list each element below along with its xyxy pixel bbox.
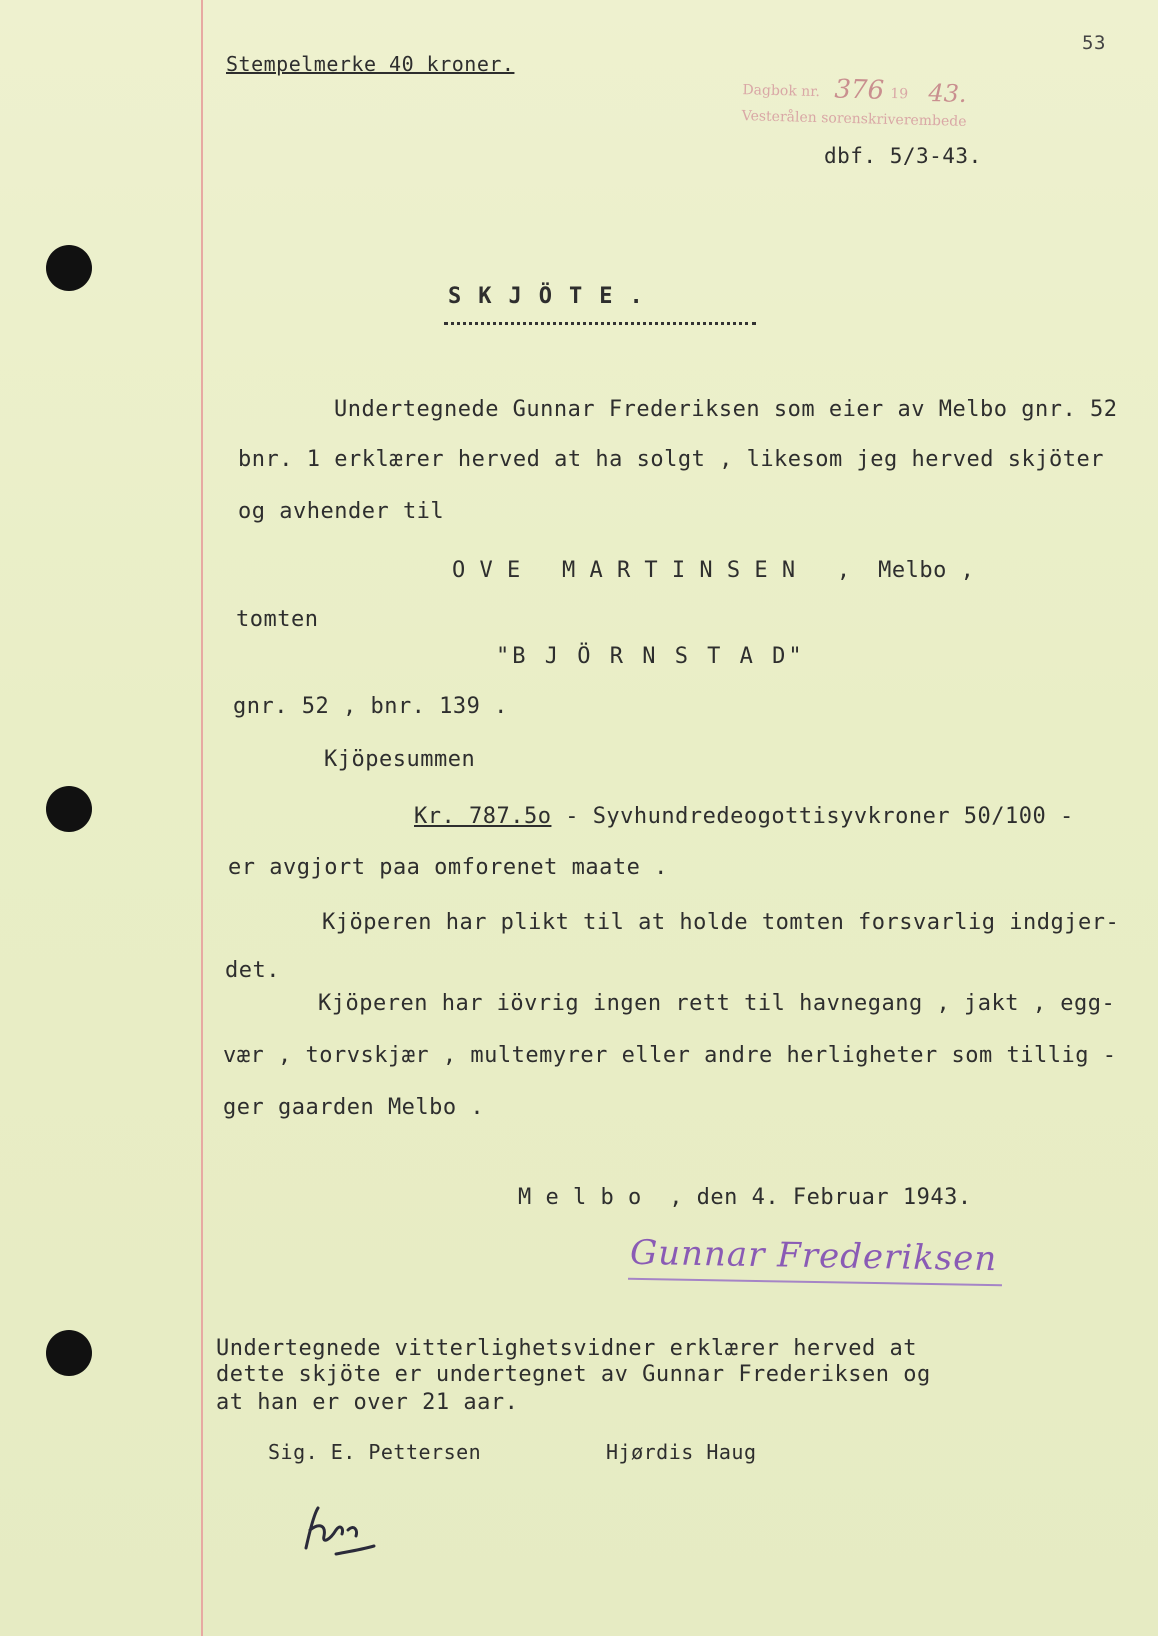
- witness-line: Undertegnede vitterlighetsvidner erklærer herved at: [216, 1336, 918, 1361]
- dagbok-office: Vesterålen sorenskriverembede: [741, 108, 967, 130]
- dagbok-number: 376: [834, 74, 885, 106]
- page-number: 53: [1082, 32, 1106, 54]
- body-line: bnr. 1 erklærer herved at ha solgt , likesom jeg herved skjöter: [238, 447, 1104, 472]
- dagbok-stamp: [741, 76, 1042, 140]
- registration-date: dbf. 5/3-43.: [824, 144, 982, 168]
- body-line: Undertegnede Gunnar Frederiksen som eier av Melbo gnr. 52: [334, 397, 1118, 422]
- punch-hole-middle: [46, 786, 92, 832]
- dagbok-year-suffix: 43.: [928, 78, 967, 108]
- signature-underline: [628, 1278, 1002, 1287]
- witness-signature-1: Sig. E. Pettersen: [268, 1440, 482, 1464]
- punch-hole-top: [46, 245, 92, 291]
- body-line: vær , torvskjær , multemyrer eller andre herligheter som tillig -: [223, 1043, 1117, 1068]
- body-line: Kjöperen har plikt til at holde tomten forsvarlig indgjer-: [322, 910, 1120, 935]
- body-line: Kjöpesummen: [324, 747, 476, 772]
- witness-line: dette skjöte er undertegnet av Gunnar Frederiksen og: [216, 1362, 931, 1387]
- seller-signature: Gunnar Frederiksen: [629, 1232, 998, 1280]
- witness-line: at han er over 21 aar.: [216, 1390, 519, 1415]
- dagbok-year-prefix: 19: [890, 85, 909, 103]
- purchase-amount-line: [414, 804, 1074, 829]
- stamp-duty-header: Stempelmerke 40 kroner.: [226, 52, 515, 76]
- body-line: det.: [225, 958, 280, 983]
- purchase-amount: Kr. 787.5o: [414, 804, 552, 829]
- buyer-name: O V E M A R T I N S E N , Melbo ,: [452, 558, 975, 583]
- property-name: "B J Ö R N S T A D": [496, 644, 805, 669]
- property-gnr: gnr. 52 , bnr. 139 .: [233, 694, 508, 719]
- punch-hole-bottom: [46, 1330, 92, 1376]
- title-underline: [444, 322, 756, 325]
- place-date-line: M e l b o , den 4. Februar 1943.: [518, 1185, 972, 1210]
- document-title: SKJÖTE.: [448, 284, 660, 309]
- clerk-initials-mark: [296, 1500, 396, 1560]
- dagbok-label: Dagbok nr.: [742, 82, 821, 101]
- body-line: ger gaarden Melbo .: [223, 1095, 485, 1120]
- purchase-amount-words: - Syvhundredeogottisyvkroner 50/100 -: [551, 804, 1074, 829]
- margin-rule: [201, 0, 203, 1636]
- body-line: og avhender til: [238, 499, 445, 524]
- witness-signature-2: Hjørdis Haug: [606, 1440, 757, 1464]
- body-line: er avgjort paa omforenet maate .: [228, 855, 668, 880]
- body-line: tomten: [236, 607, 319, 632]
- body-line: Kjöperen har iövrig ingen rett til havnegang , jakt , egg-: [318, 991, 1116, 1016]
